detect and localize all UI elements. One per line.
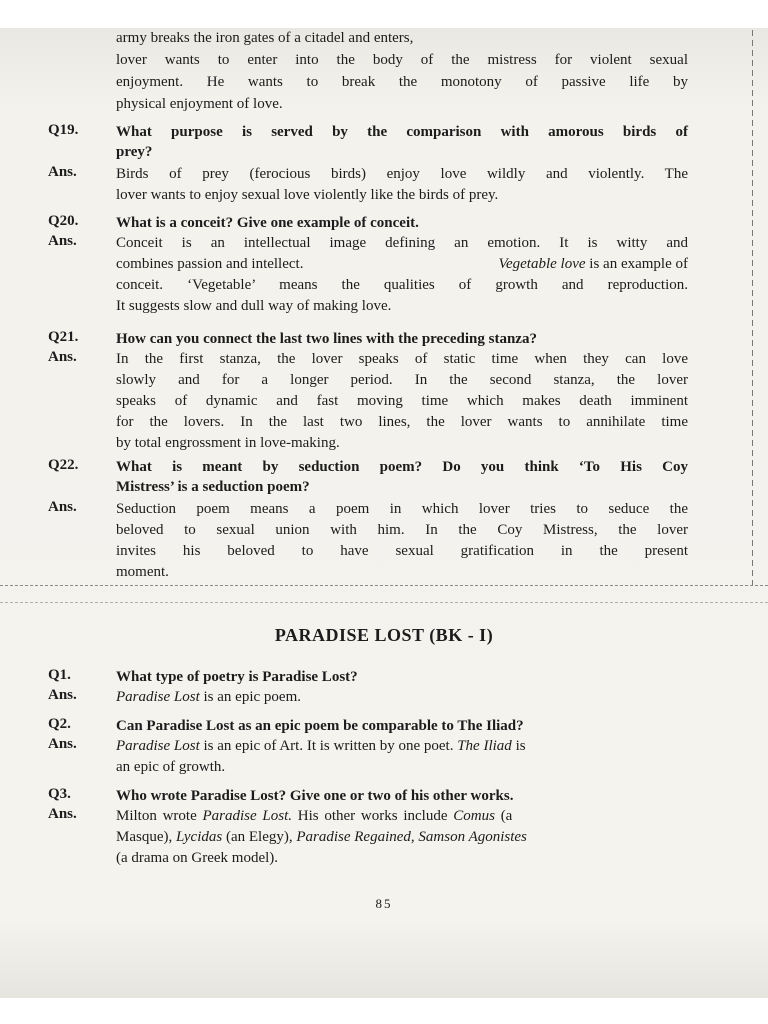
question-text: Who wrote Paradise Lost? Give one or two of his other works. (116, 788, 514, 804)
answer-text: speaks of dynamic and fast moving time which makes death imminent (116, 393, 688, 409)
question-text: What purpose is served by the comparison with amorous birds of (116, 124, 688, 140)
answer-segment: Milton wrote (116, 808, 203, 824)
answer-segment: His other works include (292, 808, 454, 824)
answer-text (116, 827, 688, 847)
question-tag: Q22. (48, 457, 79, 473)
question-text: Can Paradise Lost as an epic poem be comparable to The Iliad? (116, 718, 524, 734)
italic-title: Paradise Lost (116, 689, 200, 705)
fragment-line: army breaks the iron gates of a citadel and enters, (116, 30, 414, 46)
answer-text: (a drama on Greek model). (116, 850, 279, 866)
answer-tag: Ans. (48, 499, 77, 515)
answer-segment: (an Elegy), (222, 829, 297, 845)
section-heading: PARADISE LOST (BK - I) (274, 625, 494, 645)
italic-title: Comus (453, 808, 495, 824)
question-tag: Q2. (48, 716, 71, 732)
answer-tag: Ans. (48, 687, 77, 703)
answer-segment: is (511, 738, 526, 754)
page-number: 85 (375, 896, 393, 911)
section-divider (0, 585, 768, 603)
answer-segment: is an epic of Art. It is written by one poet. (199, 738, 458, 754)
question-tag: Q20. (48, 213, 79, 229)
answer-text: Seduction poem means a poem in which lover tries to seduce the (116, 501, 688, 517)
answer-tag: Ans. (48, 233, 77, 249)
answer-text: moment. (116, 564, 169, 580)
question-text: What is a conceit? Give one example of conceit. (116, 215, 419, 231)
italic-title: Paradise Lost. (202, 808, 293, 824)
question-text: Mistress’ is a seduction poem? (116, 479, 310, 495)
question-text: What is meant by seduction poem? Do you think ‘To His Coy (116, 459, 688, 475)
italic-term: Vegetable love (498, 256, 586, 272)
fragment-line: physical enjoyment of love. (116, 96, 283, 112)
fragment-line: lover wants to enter into the body of the mistress for violent sexual (116, 52, 688, 68)
answer-tag: Ans. (48, 164, 77, 180)
answer-segment: is an example of (589, 256, 688, 272)
answer-text: lover wants to enjoy sexual love violently like the birds of prey. (116, 187, 499, 203)
answer-text: It suggests slow and dull way of making love. (116, 298, 392, 314)
italic-title: Paradise Lost (116, 738, 200, 754)
answer-segment: combines passion and intellect. (116, 256, 304, 272)
answer-text: for the lovers. In the last two lines, the lover wants to annihilate time (116, 414, 688, 430)
answer-text: Birds of prey (ferocious birds) enjoy love wildly and violently. The (116, 166, 688, 182)
answer-segment: Masque), (116, 829, 176, 845)
page-edge-line (752, 30, 753, 590)
question-text: How can you connect the last two lines with the preceding stanza? (116, 331, 537, 347)
answer-text: by total engrossment in love-making. (116, 435, 340, 451)
question-tag: Q3. (48, 786, 71, 802)
answer-segment: is an epic poem. (199, 689, 301, 705)
question-text: What type of poetry is Paradise Lost? (116, 669, 358, 685)
answer-text: an epic of growth. (116, 759, 226, 775)
answer-text (116, 806, 688, 826)
answer-text: invites his beloved to have sexual gratification in the present (116, 543, 688, 559)
answer-text (116, 736, 688, 756)
italic-title: Paradise Regained, Samson Agonistes (296, 829, 527, 845)
answer-text: Conceit is an intellectual image defining an emotion. It is witty and (116, 235, 688, 251)
question-tag: Q21. (48, 329, 79, 345)
answer-tag: Ans. (48, 349, 77, 365)
fragment-line: enjoyment. He wants to break the monotony of passive life by (116, 74, 688, 90)
answer-tag: Ans. (48, 806, 77, 822)
answer-segment (498, 254, 688, 274)
answer-tag: Ans. (48, 736, 77, 752)
italic-title: Lycidas (176, 829, 223, 845)
answer-text (116, 254, 688, 274)
answer-text: In the first stanza, the lover speaks of static time when they can love (116, 351, 688, 367)
scan-top-margin (0, 0, 768, 28)
scan-bottom-margin (0, 998, 768, 1024)
question-text: prey? (116, 144, 153, 160)
answer-text: slowly and for a longer period. In the second stanza, the lover (116, 372, 688, 388)
italic-title: The Iliad (457, 738, 512, 754)
question-tag: Q1. (48, 667, 71, 683)
answer-segment: (a (494, 808, 513, 824)
answer-text: beloved to sexual union with him. In the Coy Mistress, the lover (116, 522, 688, 538)
answer-text: conceit. ‘Vegetable’ means the qualities of growth and reproduction. (116, 277, 688, 293)
answer-text (116, 687, 688, 707)
question-tag: Q19. (48, 122, 79, 138)
